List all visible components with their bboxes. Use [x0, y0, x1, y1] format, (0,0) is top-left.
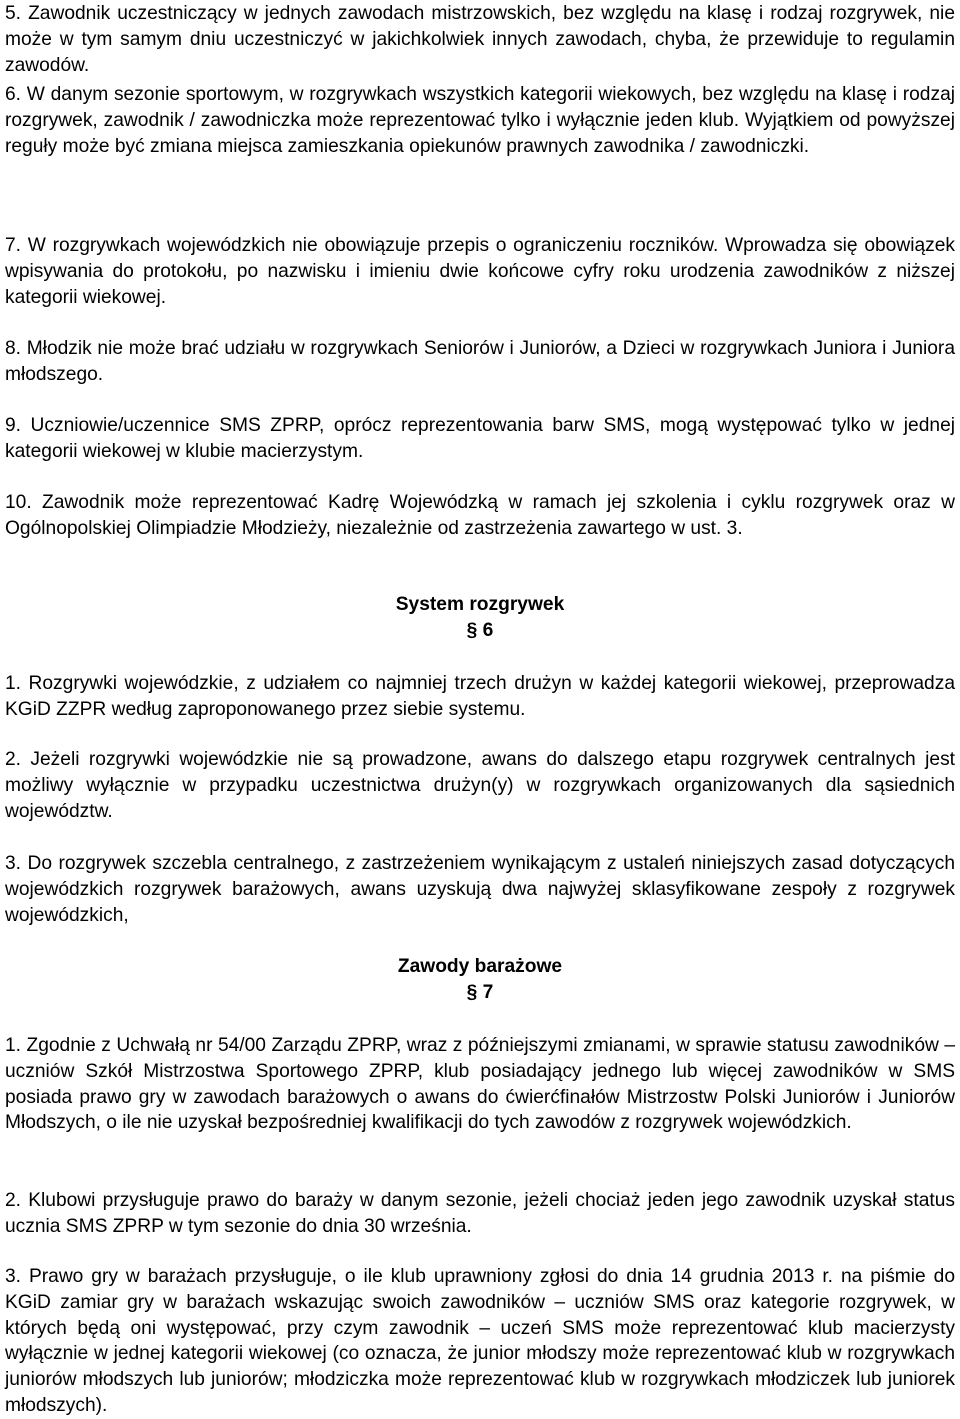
paragraph-5: 5. Zawodnik uczestniczący w jednych zawodach mistrzowskich, bez względu na klasę i rodzaj rozgrywek, nie może w tym samym dniu uczestniczyć w jakichkolwiek innych zawodach, chyba, że przewiduje to regulamin zawodów. — [5, 3, 955, 76]
paragraph-7: 7. W rozgrywkach wojewódzkich nie obowiązuje przepis o ograniczeniu roczników. Wprowadza się obowiązek wpisywania do protokołu, po nazwisku i imieniu dwie końcowe cyfry roku urodzenia zawodników z niższej kategorii wiekowej. — [5, 235, 955, 308]
paragraph-s7-1: 1. Zgodnie z Uchwałą nr 54/00 Zarządu ZPRP, wraz z późniejszymi zmianami, w sprawie statusu zawodników – uczniów Szkół Mistrzostwa Sportowego ZPRP, klub posiadający jednego lub więcej zawodników w SMS posiada prawo gry w zawodach barażowych o awans do ćwierćfinałów Mistrzostw Polski Juniorów i Juniorów Młodszych, o ile nie uzyskał bezpośredniej kwalifikacji do tych zawodów z rozgrywek wojewódzkich. — [5, 1035, 955, 1134]
paragraph-s6-3: 3. Do rozgrywek szczebla centralnego, z zastrzeżeniem wynikającym z ustaleń niniejszych zasad dotyczących wojewódzkich rozgrywek barażowych, awans uzyskują dwa najwyżej sklasyfikowane zespoły z rozgrywek wojewódzkich, — [5, 853, 955, 926]
section-title: System rozgrywek — [395, 594, 565, 615]
section-number: § 6 — [466, 620, 494, 641]
paragraph-s6-1: 1. Rozgrywki wojewódzkie, z udziałem co najmniej trzech drużyn w każdej kategorii wiekowej, przeprowadza KGiD ZZPR według zaproponowanego przez siebie systemu. — [5, 673, 955, 720]
paragraph-s7-2: 2. Klubowi przysługuje prawo do baraży w danym sezonie, jeżeli chociaż jeden jego zawodnik uzyskał status ucznia SMS ZPRP w tym sezonie do dnia 30 września. — [5, 1190, 955, 1237]
paragraph-6: 6. W danym sezonie sportowym, w rozgrywkach wszystkich kategorii wiekowych, bez względu na klasę i rodzaj rozgrywek, zawodnik / zawodniczka może reprezentować tylko i wyłącznie jeden klub. Wyjątkiem od powyższej reguły może być zmiana miejsca zamieszkania opiekunów prawnych zawodnika / zawodniczki. — [5, 84, 955, 157]
paragraph-10: 10. Zawodnik może reprezentować Kadrę Wojewódzką w ramach jej szkolenia i cyklu rozgrywek oraz w Ogólnopolskiej Olimpiadzie Młodzieży, niezależnie od zastrzeżenia zawartego w ust. 3. — [5, 492, 955, 539]
section-heading-system — [0, 592, 960, 644]
paragraph-s6-2: 2. Jeżeli rozgrywki wojewódzkie nie są prowadzone, awans do dalszego etapu rozgrywek centralnych jest możliwy wyłącznie w przypadku uczestnictwa drużyn(y) w rozgrywkach organizowanych dla sąsiednich województw. — [5, 749, 955, 822]
paragraph-8: 8. Młodzik nie może brać udziału w rozgrywkach Seniorów i Juniorów, a Dzieci w rozgrywkach Juniora i Juniora młodszego. — [5, 338, 955, 385]
paragraph-9: 9. Uczniowie/uczennice SMS ZPRP, oprócz reprezentowania barw SMS, mogą występować tylko w jednej kategorii wiekowej w klubie macierzystym. — [5, 415, 955, 462]
section-heading-baraze — [0, 954, 960, 1006]
section-title: Zawody barażowe — [397, 956, 563, 977]
section-number: § 7 — [466, 982, 494, 1003]
paragraph-s7-3: 3. Prawo gry w barażach przysługuje, o ile klub uprawniony zgłosi do dnia 14 grudnia 2013 r. na piśmie do KGiD zamiar gry w barażach wskazując swoich zawodników – uczniów SMS oraz kategorie rozgrywek, w których będą oni występować, przy czym zawodnik – uczeń SMS może reprezentować klub macierzysty wyłącznie w jednej kategorii wiekowej (co oznacza, że junior młodszy może reprezentować klub w rozgrywkach juniorów młodszych lub juniorów; młodziczka może reprezentować klub w rozgrywkach młodziczek lub juniorek młodszych). — [5, 1266, 955, 1416]
